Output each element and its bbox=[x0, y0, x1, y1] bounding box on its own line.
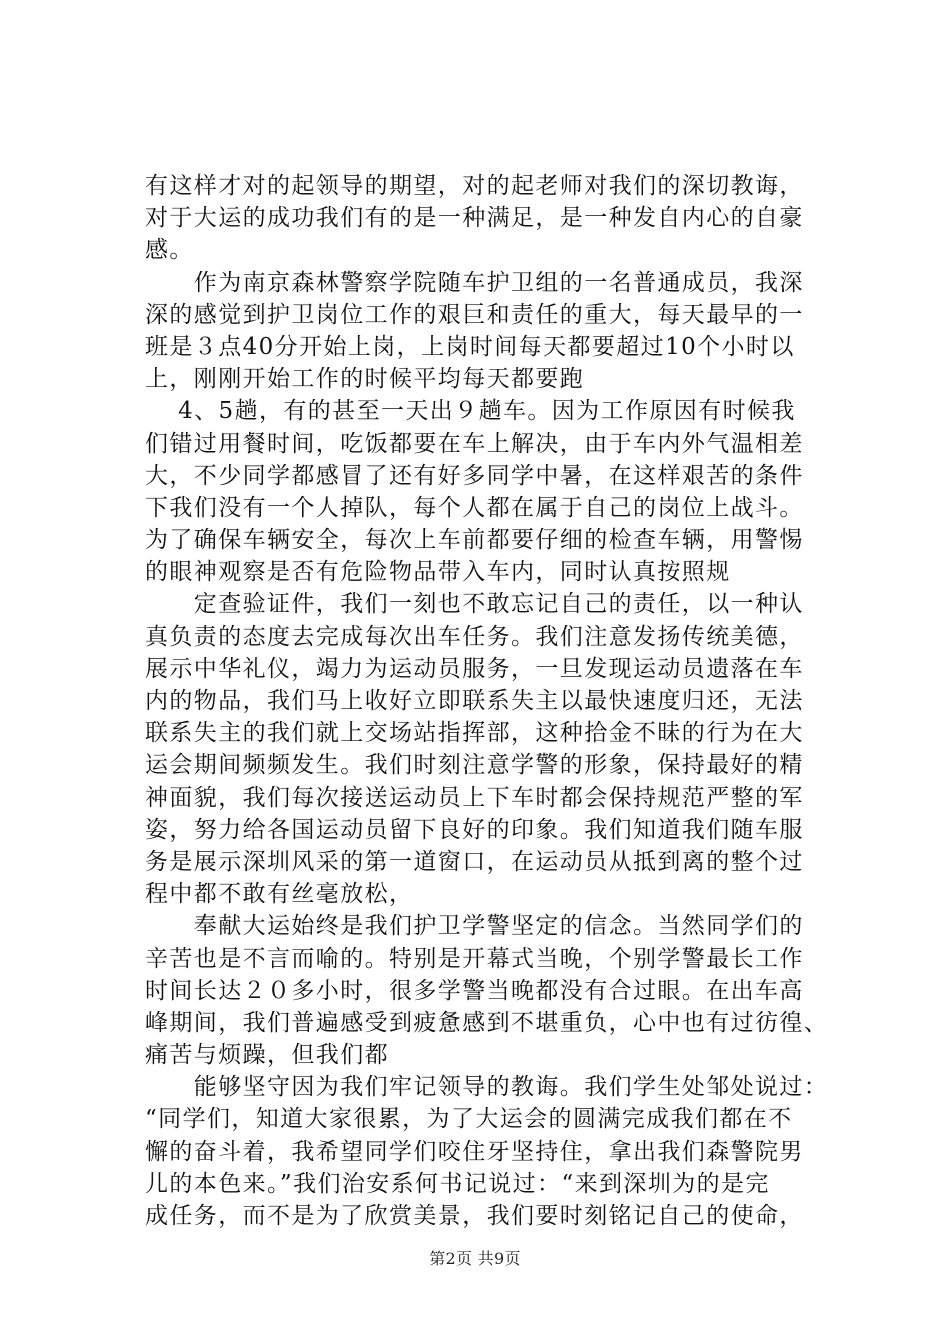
text-line: 对于大运的成功我们有的是一种满足，是一种发自内心的自豪 bbox=[145, 205, 804, 232]
text-line: 辛苦也是不言而喻的。特别是开幕式当晚，个别学警最长工作 bbox=[145, 945, 804, 972]
text-line: 上，刚刚开始工作的时候平均每天都要跑 bbox=[145, 366, 585, 393]
text-line: 的眼神观察是否有危险物品带入车内，同时认真按照规 bbox=[145, 559, 731, 586]
text-line: 深的感觉到护卫岗位工作的艰巨和责任的重大，每天最早的一 bbox=[145, 301, 804, 328]
text-line: 务是展示深圳风采的第一道窗口，在运动员从抵到离的整个过 bbox=[145, 848, 804, 875]
text-line: 有这样才对的起领导的期望，对的起老师对我们的深切教诲， bbox=[145, 173, 804, 199]
text-line: 姿，努力给各国运动员留下良好的印象。我们知道我们随车服 bbox=[145, 816, 804, 843]
text-line: 儿的本色来。”我们治安系何书记说过：“来到深圳为的是完 bbox=[145, 1170, 770, 1197]
text-line: 神面貌，我们每次接送运动员上下车时都会保持规范严整的军 bbox=[145, 784, 804, 811]
text-line: 奉献大运始终是我们护卫学警坚定的信念。当然同学们的 bbox=[145, 913, 804, 940]
page-number-label: 第2页 共9页 bbox=[429, 1249, 521, 1268]
text-line: 班是３点40分开始上岗，上岗时间每天都要超过10个小时以 bbox=[145, 333, 795, 360]
text-line: 定查验证件，我们一刻也不敢忘记自己的责任，以一种认 bbox=[145, 591, 804, 618]
text-line: 大，不少同学都感冒了还有好多同学中暑，在这样艰苦的条件 bbox=[145, 462, 804, 489]
text-line: 时间长达２０多小时，很多学警当晚都没有合过眼。在出车高 bbox=[145, 977, 804, 1004]
body-text bbox=[145, 170, 835, 1232]
text-line: 程中都不敢有丝毫放松， bbox=[145, 881, 414, 908]
text-line: 懈的奋斗着，我希望同学们咬住牙坚持住，拿出我们森警院男 bbox=[145, 1138, 804, 1165]
text-line: 成任务，而不是为了欣赏美景，我们要时刻铭记自己的使命， bbox=[145, 1203, 804, 1229]
text-line: 痛苦与烦躁，但我们都 bbox=[145, 1042, 389, 1069]
text-line: 展示中华礼仪，竭力为运动员服务，一旦发现运动员遗落在车 bbox=[145, 655, 804, 682]
text-line: 真负责的态度去完成每次出车任务。我们注意发扬传统美德， bbox=[145, 623, 804, 650]
text-line: 峰期间，我们普遍感受到疲惫感到不堪重负，心中也有过彷徨、 bbox=[145, 1009, 829, 1036]
text-line: 运会期间频频发生。我们时刻注意学警的形象，保持最好的精 bbox=[145, 752, 804, 779]
text-line: 感。 bbox=[145, 237, 194, 264]
text-line: 能够坚守因为我们牢记领导的教诲。我们学生处邹处说过： bbox=[145, 1074, 829, 1101]
text-line: 下我们没有一个人掉队，每个人都在属于自己的岗位上战斗。 bbox=[145, 494, 804, 521]
text-line: 内的物品，我们马上收好立即联系失主以最快速度归还，无法 bbox=[145, 688, 804, 714]
text-line: 作为南京森林警察学院随车护卫组的一名普通成员，我深 bbox=[145, 269, 804, 296]
page-footer bbox=[0, 1246, 950, 1269]
text-line: 联系失主的我们就上交场站指挥部，这种拾金不昧的行为在大 bbox=[145, 720, 804, 747]
text-line: 为了确保车辆安全，每次上车前都要仔细的检查车辆，用警惕 bbox=[145, 527, 804, 554]
text-line: “同学们，知道大家很累，为了大运会的圆满完成我们都在不 bbox=[145, 1106, 793, 1133]
text-line: 们错过用餐时间，吃饭都要在车上解决，由于车内外气温相差 bbox=[145, 430, 804, 457]
text-line: 4、5趟，有的甚至一天出９趟车。因为工作原因有时候我 bbox=[145, 398, 796, 425]
